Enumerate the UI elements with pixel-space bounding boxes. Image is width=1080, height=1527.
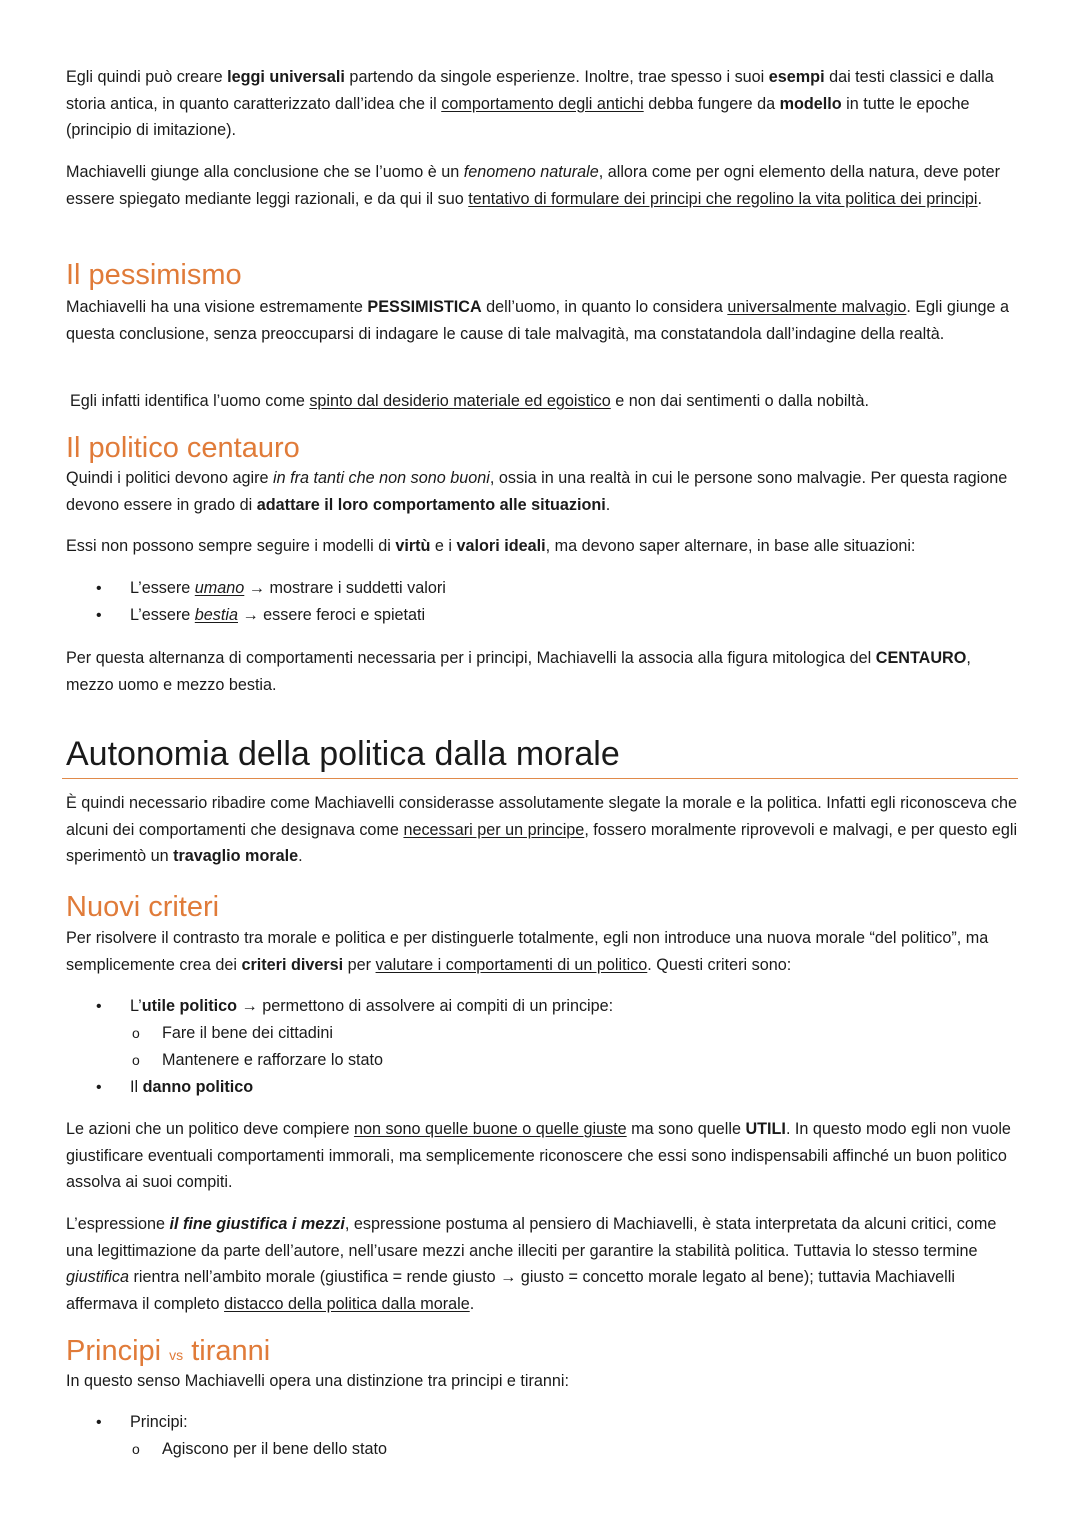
- list-item: • Il danno politico: [96, 1074, 1016, 1101]
- list-item: • L’essere umano → mostrare i suddetti valori: [96, 575, 1016, 602]
- list-item: • Principi: o Agiscono per il bene dello stato: [96, 1409, 1016, 1463]
- paragraph-fenomeno-naturale: Machiavelli giunge alla conclusione che se l’uomo è un fenomeno naturale, allora come per ogni elemento della natura, deve poter essere spiegato mediante leggi razionali, e da qui il suo tentativo di formulare dei principi che regolino la vita politica dei principi.: [66, 163, 1001, 208]
- heading-principi-vs-tiranni: Principi vs tiranni: [66, 1335, 271, 1367]
- list-item: • L’utile politico → permettono di assolvere ai compiti di un principe: o Fare il bene dei cittadini o Mantenere e rafforzare lo stato: [96, 993, 1016, 1074]
- heading-nuovi-criteri: Nuovi criteri: [66, 891, 220, 923]
- list-criteri: [96, 993, 1016, 1101]
- paragraph-criteri: Per risolvere il contrasto tra morale e politica e per distinguerle totalmente, egli non introduce una nuova morale “del politico”, ma semplicemente crea dei criteri diversi per valutare i comportamenti di un politico. Questi criteri sono:: [66, 929, 989, 974]
- bullet-icon: •: [96, 580, 102, 597]
- heading-politico-centauro: Il politico centauro: [66, 432, 300, 464]
- sublist-item: o Mantenere e rafforzare lo stato: [96, 1047, 1016, 1074]
- circle-bullet-icon: o: [132, 1025, 140, 1041]
- sublist-item: o Agiscono per il bene dello stato: [96, 1436, 1016, 1463]
- paragraph-distinzione: In questo senso Machiavelli opera una distinzione tra principi e tiranni:: [66, 1372, 569, 1390]
- list-item: • L’essere bestia → essere feroci e spietati: [96, 602, 1016, 629]
- heading-pessimismo: Il pessimismo: [66, 259, 242, 291]
- list-principi: [96, 1409, 1016, 1463]
- paragraph-centauro: Per questa alternanza di comportamenti necessaria per i principi, Machiavelli la associa alla figura mitologica del CENTAURO, mezzo uomo e mezzo bestia.: [66, 649, 971, 694]
- paragraph-slegate: È quindi necessario ribadire come Machiavelli considerasse assolutamente slegate la morale e la politica. Infatti egli riconosceva che alcuni dei comportamenti che designava come necessari per un principe, fossero moralmente riprovevoli e malvagi, e per questo egli sperimentò un travaglio morale.: [66, 794, 1018, 865]
- circle-bullet-icon: o: [132, 1052, 140, 1068]
- sublist-utile: [96, 1020, 1016, 1074]
- bullet-icon: •: [96, 998, 102, 1015]
- bullet-icon: •: [96, 1414, 102, 1431]
- bullet-icon: •: [96, 607, 102, 624]
- circle-bullet-icon: o: [132, 1441, 140, 1457]
- sublist-principi: [96, 1436, 1016, 1463]
- heading-autonomia: Autonomia della politica dalla morale: [66, 735, 620, 773]
- bullet-icon: •: [96, 1079, 102, 1096]
- paragraph-fine-giustifica: L’espressione il fine giustifica i mezzi, espressione postuma al pensiero di Machiavelli, è stata interpretata da alcuni critici, come una legittimazione da parte dell’autore, nell’usare mezzi anche illeciti per garantire la stabilità politica. Tuttavia lo stesso termine giustifica rientra nell’ambito morale (giustifica = rende giusto → giusto = concetto morale legato al bene); tuttavia Machiavelli affermava il completo distacco della politica dalla morale.: [66, 1215, 997, 1313]
- paragraph-adattare: Quindi i politici devono agire in fra tanti che non sono buoni, ossia in una realtà in cui le persone sono malvagie. Per questa ragione devono essere in grado di adattare il loro comportamento alle situazioni.: [66, 469, 1008, 514]
- paragraph-leggi-universali: Egli quindi può creare leggi universali partendo da singole esperienze. Inoltre, trae spesso i suoi esempi dai testi classici e dalla storia antica, in quanto caratterizzato dall’idea che il comportamento degli antichi debba fungere da modello in tutte le epoche (principio di imitazione).: [66, 68, 994, 139]
- paragraph-virtu: Essi non possono sempre seguire i modelli di virtù e i valori ideali, ma devono saper alternare, in base alle situazioni:: [66, 537, 916, 555]
- paragraph-pessimistica: Machiavelli ha una visione estremamente PESSIMISTICA dell’uomo, in quanto lo considera universalmente malvagio. Egli giunge a questa conclusione, senza preoccuparsi di indagare le cause di tale malvagità, ma constatandola dall’indagine della realtà.: [66, 298, 1009, 343]
- list-umano-bestia: [96, 575, 1016, 629]
- sublist-item: o Fare il bene dei cittadini: [96, 1020, 1016, 1047]
- paragraph-utili: Le azioni che un politico deve compiere non sono quelle buone o quelle giuste ma sono quelle UTILI. In questo modo egli non vuole giustificare eventuali comportamenti immorali, ma semplicemente riconoscere che essi sono indispensabili affinché un buon politico assolva ai suoi compiti.: [66, 1120, 1011, 1191]
- heading-underline: [62, 778, 1018, 779]
- paragraph-desiderio-materiale: Egli infatti identifica l’uomo come spinto dal desiderio materiale ed egoistico e non dai sentimenti o dalla nobiltà.: [70, 392, 870, 410]
